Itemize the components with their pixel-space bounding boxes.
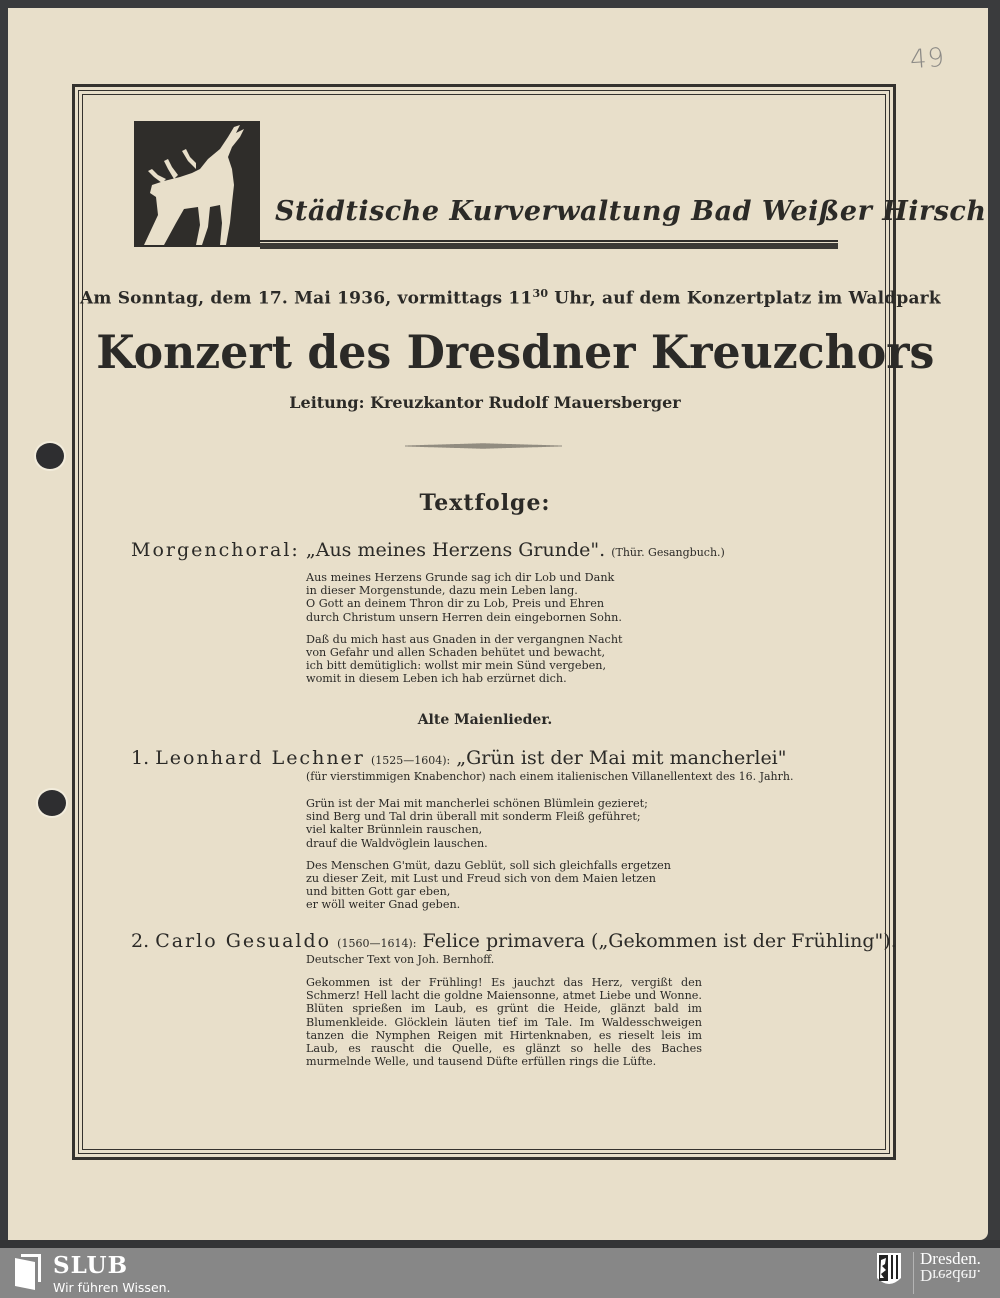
- event-time-minutes: 30: [532, 287, 549, 300]
- punch-hole: [36, 443, 64, 469]
- lyric-line: O Gott an deinem Thron dir zu Lob, Preis und Ehren: [306, 597, 605, 611]
- lyric-line: ich bitt demütiglich: wollst mir mein Sünd vergeben,: [306, 659, 607, 673]
- stanza: [306, 571, 623, 624]
- lyric-line: er wöll weiter Gnad geben.: [306, 898, 461, 912]
- punch-hole: [38, 790, 66, 816]
- stanza: [306, 797, 671, 850]
- lyric-line: und bitten Gott gar eben,: [306, 885, 451, 899]
- lyric-line: Aus meines Herzens Grunde sag ich dir Lob und Dank: [306, 571, 615, 584]
- city-name-mirror: Dresden.: [920, 1266, 981, 1285]
- city-name[interactable]: Dresden.: [920, 1249, 981, 1268]
- lyric-line: Des Menschen G'müt, dazu Geblüt, soll sich gleichfalls ergetzen: [306, 858, 671, 872]
- song-composer: Leonhard Lechner: [155, 747, 365, 769]
- viewer-footer: [0, 1248, 1000, 1298]
- lyric-line: von Gefahr und allen Schaden behütet und bewacht,: [306, 645, 606, 659]
- song-number: 2.: [131, 930, 150, 952]
- stanza: [306, 859, 671, 912]
- stanza: [306, 633, 623, 686]
- library-tagline: Wir führen Wissen.: [53, 1280, 171, 1295]
- chorale-name: „Aus meines Herzens Grunde".: [305, 539, 606, 561]
- ornamental-divider: [405, 443, 563, 449]
- song-title: [131, 930, 897, 952]
- book-icon: [13, 1252, 45, 1292]
- stag-icon: [136, 123, 258, 245]
- song-title: [131, 747, 787, 769]
- lyric-line: Grün ist der Mai mit mancherlei schönen Blümlein gezieret;: [306, 797, 648, 810]
- song-composer: Carlo Gesualdo: [155, 930, 332, 952]
- chorale-title: [131, 539, 725, 561]
- song-name: „Grün ist der Mai mit mancherlei": [456, 747, 787, 769]
- song-lyrics: [306, 797, 671, 921]
- lyric-line: Daß du mich hast aus Gnaden in der vergangnen Nacht: [306, 632, 623, 646]
- library-name[interactable]: SLUB: [53, 1252, 129, 1279]
- stag-logo: [134, 121, 260, 247]
- organization-name: Städtische Kurverwaltung Bad Weißer Hirsch: [275, 196, 987, 227]
- lyric-line: in dieser Morgenstunde, dazu mein Leben lang.: [306, 584, 578, 598]
- subsection-heading: Alte Maienlieder.: [417, 712, 553, 728]
- lyric-line: durch Christum unsern Herren dein eingebornen Sohn.: [306, 610, 622, 624]
- concert-title: Konzert des Dresdner Kreuzchors: [96, 325, 935, 379]
- chorale-lyrics: [306, 571, 623, 695]
- song-note: Deutscher Text von Joh. Bernhoff.: [306, 953, 495, 966]
- coat-of-arms-icon: [876, 1252, 902, 1290]
- lyric-line: womit in diesem Leben ich hab erzürnet dich.: [306, 672, 567, 686]
- song-number: 1.: [131, 747, 150, 769]
- conductor-line: Leitung: Kreuzkantor Rudolf Mauersberger: [289, 393, 681, 412]
- composer-dates: (1525—1604):: [370, 754, 451, 767]
- song-prose-text: Gekommen ist der Frühling! Es jauchzt das Herz, vergißt den Schmerz! Hell lacht die goldne Maiensonne, atmet Liebe und Wonne. Blüten sprießen im Laub, es grünt die Heide, glänzt bald im Blumenkleide. Glöcklein läuten tief im Tale. Im Waldesschweigen tanzen die Nymphen Reigen mit Hirtenknaben, es rieselt leis im Laub, es rauscht die Quelle, es glänzt so helle des Baches murmelnde Welle, und tausend Düfte erfüllen rings die Lüfte.: [306, 976, 702, 1069]
- program-heading: Textfolge:: [419, 490, 551, 516]
- song-name: Felice primavera („Gekommen ist der Frühling").: [422, 930, 897, 952]
- chorale-source: (Thür. Gesangbuch.): [611, 546, 725, 559]
- lyric-line: zu dieser Zeit, mit Lust und Freud sich von dem Maien letzen: [306, 871, 656, 885]
- lyric-line: viel kalter Brünnlein rauschen,: [306, 823, 483, 837]
- handwritten-page-number: 49: [908, 42, 947, 76]
- song-note: (für vierstimmigen Knabenchor) nach einem italienischen Villanellentext des 16. Jahrh.: [306, 770, 794, 783]
- event-location-text: Uhr, auf dem Konzertplatz im Waldpark: [548, 288, 941, 309]
- lyric-line: sind Berg und Tal drin überall mit sonderm Fleiß geführet;: [306, 810, 641, 824]
- header-rule: [260, 240, 838, 249]
- chorale-label: Morgenchoral:: [131, 539, 300, 561]
- event-date-text: Am Sonntag, dem 17. Mai 1936, vormittags 11: [80, 288, 533, 309]
- lyric-line: drauf die Waldvöglein lauschen.: [306, 836, 488, 850]
- composer-dates: (1560—1614):: [337, 937, 417, 950]
- event-details: [80, 287, 941, 309]
